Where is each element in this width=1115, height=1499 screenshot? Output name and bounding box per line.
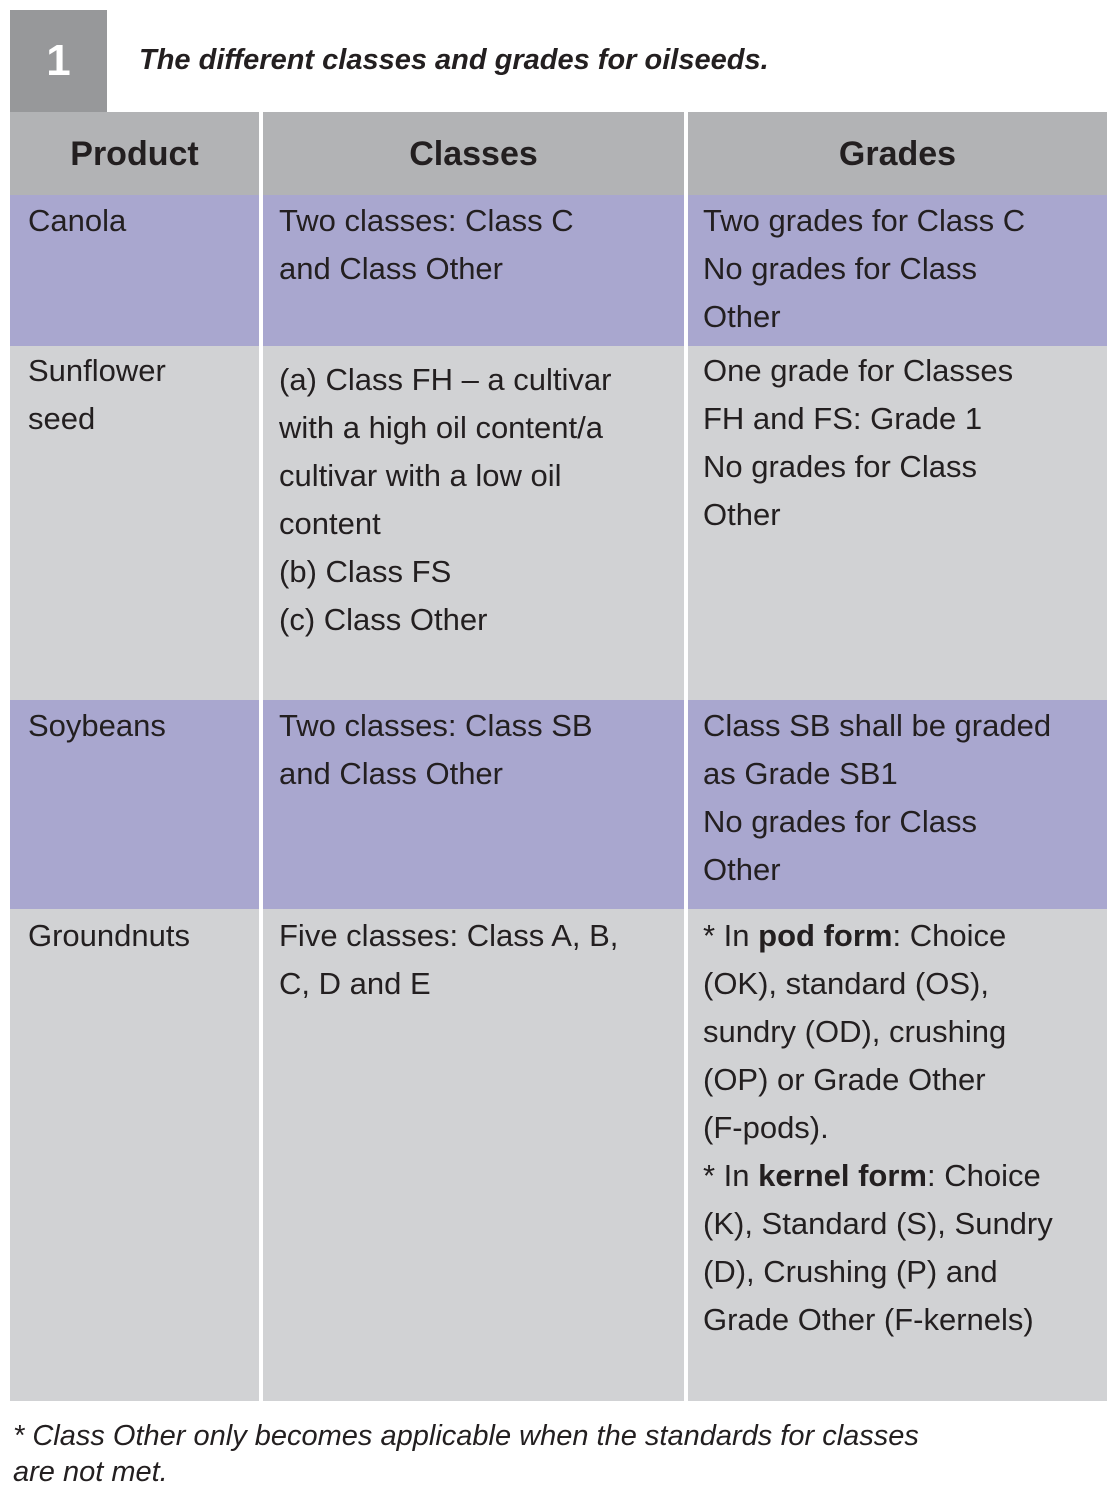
grades-line: Two grades for Class C — [703, 203, 1026, 238]
classes-line: with a high oil content/a — [279, 410, 603, 445]
classes-cell — [263, 700, 684, 909]
product-name: Groundnuts — [28, 918, 190, 953]
classes-line: cultivar with a low oil — [279, 458, 562, 493]
classes-line: (a) Class FH – a cultivar — [279, 362, 612, 397]
table-row-sunflower-seed — [10, 346, 1107, 700]
grades-line: Other — [703, 852, 781, 887]
grades-line: (OP) or Grade Other — [703, 1062, 986, 1097]
product-cell — [10, 195, 259, 346]
table-header-row — [10, 112, 1107, 195]
footnote-line: * Class Other only becomes applicable when the standards for classes — [13, 1420, 919, 1452]
classes-line: Five classes: Class A, B, — [279, 918, 619, 953]
grades-line: No grades for Class — [703, 449, 977, 484]
classes-cell — [263, 909, 684, 1401]
grades-line: Grade Other (F-kernels) — [703, 1302, 1034, 1337]
grades-cell — [688, 909, 1107, 1401]
table-row-canola — [10, 195, 1107, 346]
pod-prefix: * In — [703, 918, 759, 953]
footnote — [13, 1418, 919, 1490]
classes-line: Two classes: Class SB — [279, 708, 593, 743]
product-name: seed — [28, 401, 96, 436]
grades-line: (F-pods). — [703, 1110, 829, 1145]
table-row-soybeans — [10, 700, 1107, 909]
pod-form-line — [703, 912, 1107, 960]
figure-title: The different classes and grades for oilseeds. — [139, 44, 769, 76]
grades-cell — [688, 195, 1107, 346]
classes-line: (b) Class FS — [279, 554, 452, 589]
kernel-prefix: * In — [703, 1158, 759, 1193]
pod-suffix: : Choice — [892, 918, 1007, 953]
classes-line: (c) Class Other — [279, 602, 488, 637]
header-product: Product — [10, 112, 259, 195]
classes-line: content — [279, 506, 381, 541]
grades-cell — [688, 346, 1107, 700]
grades-line: (K), Standard (S), Sundry — [703, 1206, 1053, 1241]
product-name: Soybeans — [28, 708, 166, 743]
classes-cell — [263, 346, 684, 700]
product-cell — [10, 700, 259, 909]
grades-cell — [688, 700, 1107, 909]
classes-cell — [263, 195, 684, 346]
grades-line: Class SB shall be graded — [703, 708, 1052, 743]
classes-line: and Class Other — [279, 251, 503, 286]
figure-number-box — [10, 10, 107, 112]
product-name: Sunflower — [28, 353, 166, 388]
product-cell — [10, 346, 259, 700]
grades-line: (D), Crushing (P) and — [703, 1254, 998, 1289]
grades-line: Other — [703, 299, 781, 334]
oilseeds-table — [10, 112, 1107, 1401]
classes-line: C, D and E — [279, 966, 431, 1001]
grades-line: One grade for Classes — [703, 353, 1014, 388]
header-classes: Classes — [263, 112, 684, 195]
grades-line: No grades for Class — [703, 804, 977, 839]
grades-line: Other — [703, 497, 781, 532]
product-cell — [10, 909, 259, 1401]
figure-number: 1 — [46, 36, 71, 85]
kernel-form-line — [703, 1152, 1107, 1200]
kernel-suffix: : Choice — [927, 1158, 1041, 1193]
header-grades: Grades — [688, 112, 1107, 195]
kernel-form-label: kernel form — [758, 1158, 927, 1193]
grades-line: No grades for Class — [703, 251, 977, 286]
classes-line: and Class Other — [279, 756, 503, 791]
classes-line: Two classes: Class C — [279, 203, 574, 238]
grades-line: as Grade SB1 — [703, 756, 898, 791]
footnote-line: are not met. — [13, 1456, 168, 1488]
grades-line: sundry (OD), crushing — [703, 1014, 1007, 1049]
table-row-groundnuts — [10, 909, 1107, 1401]
grades-line: (OK), standard (OS), — [703, 966, 989, 1001]
product-name: Canola — [28, 203, 127, 238]
pod-form-label: pod form — [758, 918, 893, 953]
grades-line: FH and FS: Grade 1 — [703, 401, 983, 436]
